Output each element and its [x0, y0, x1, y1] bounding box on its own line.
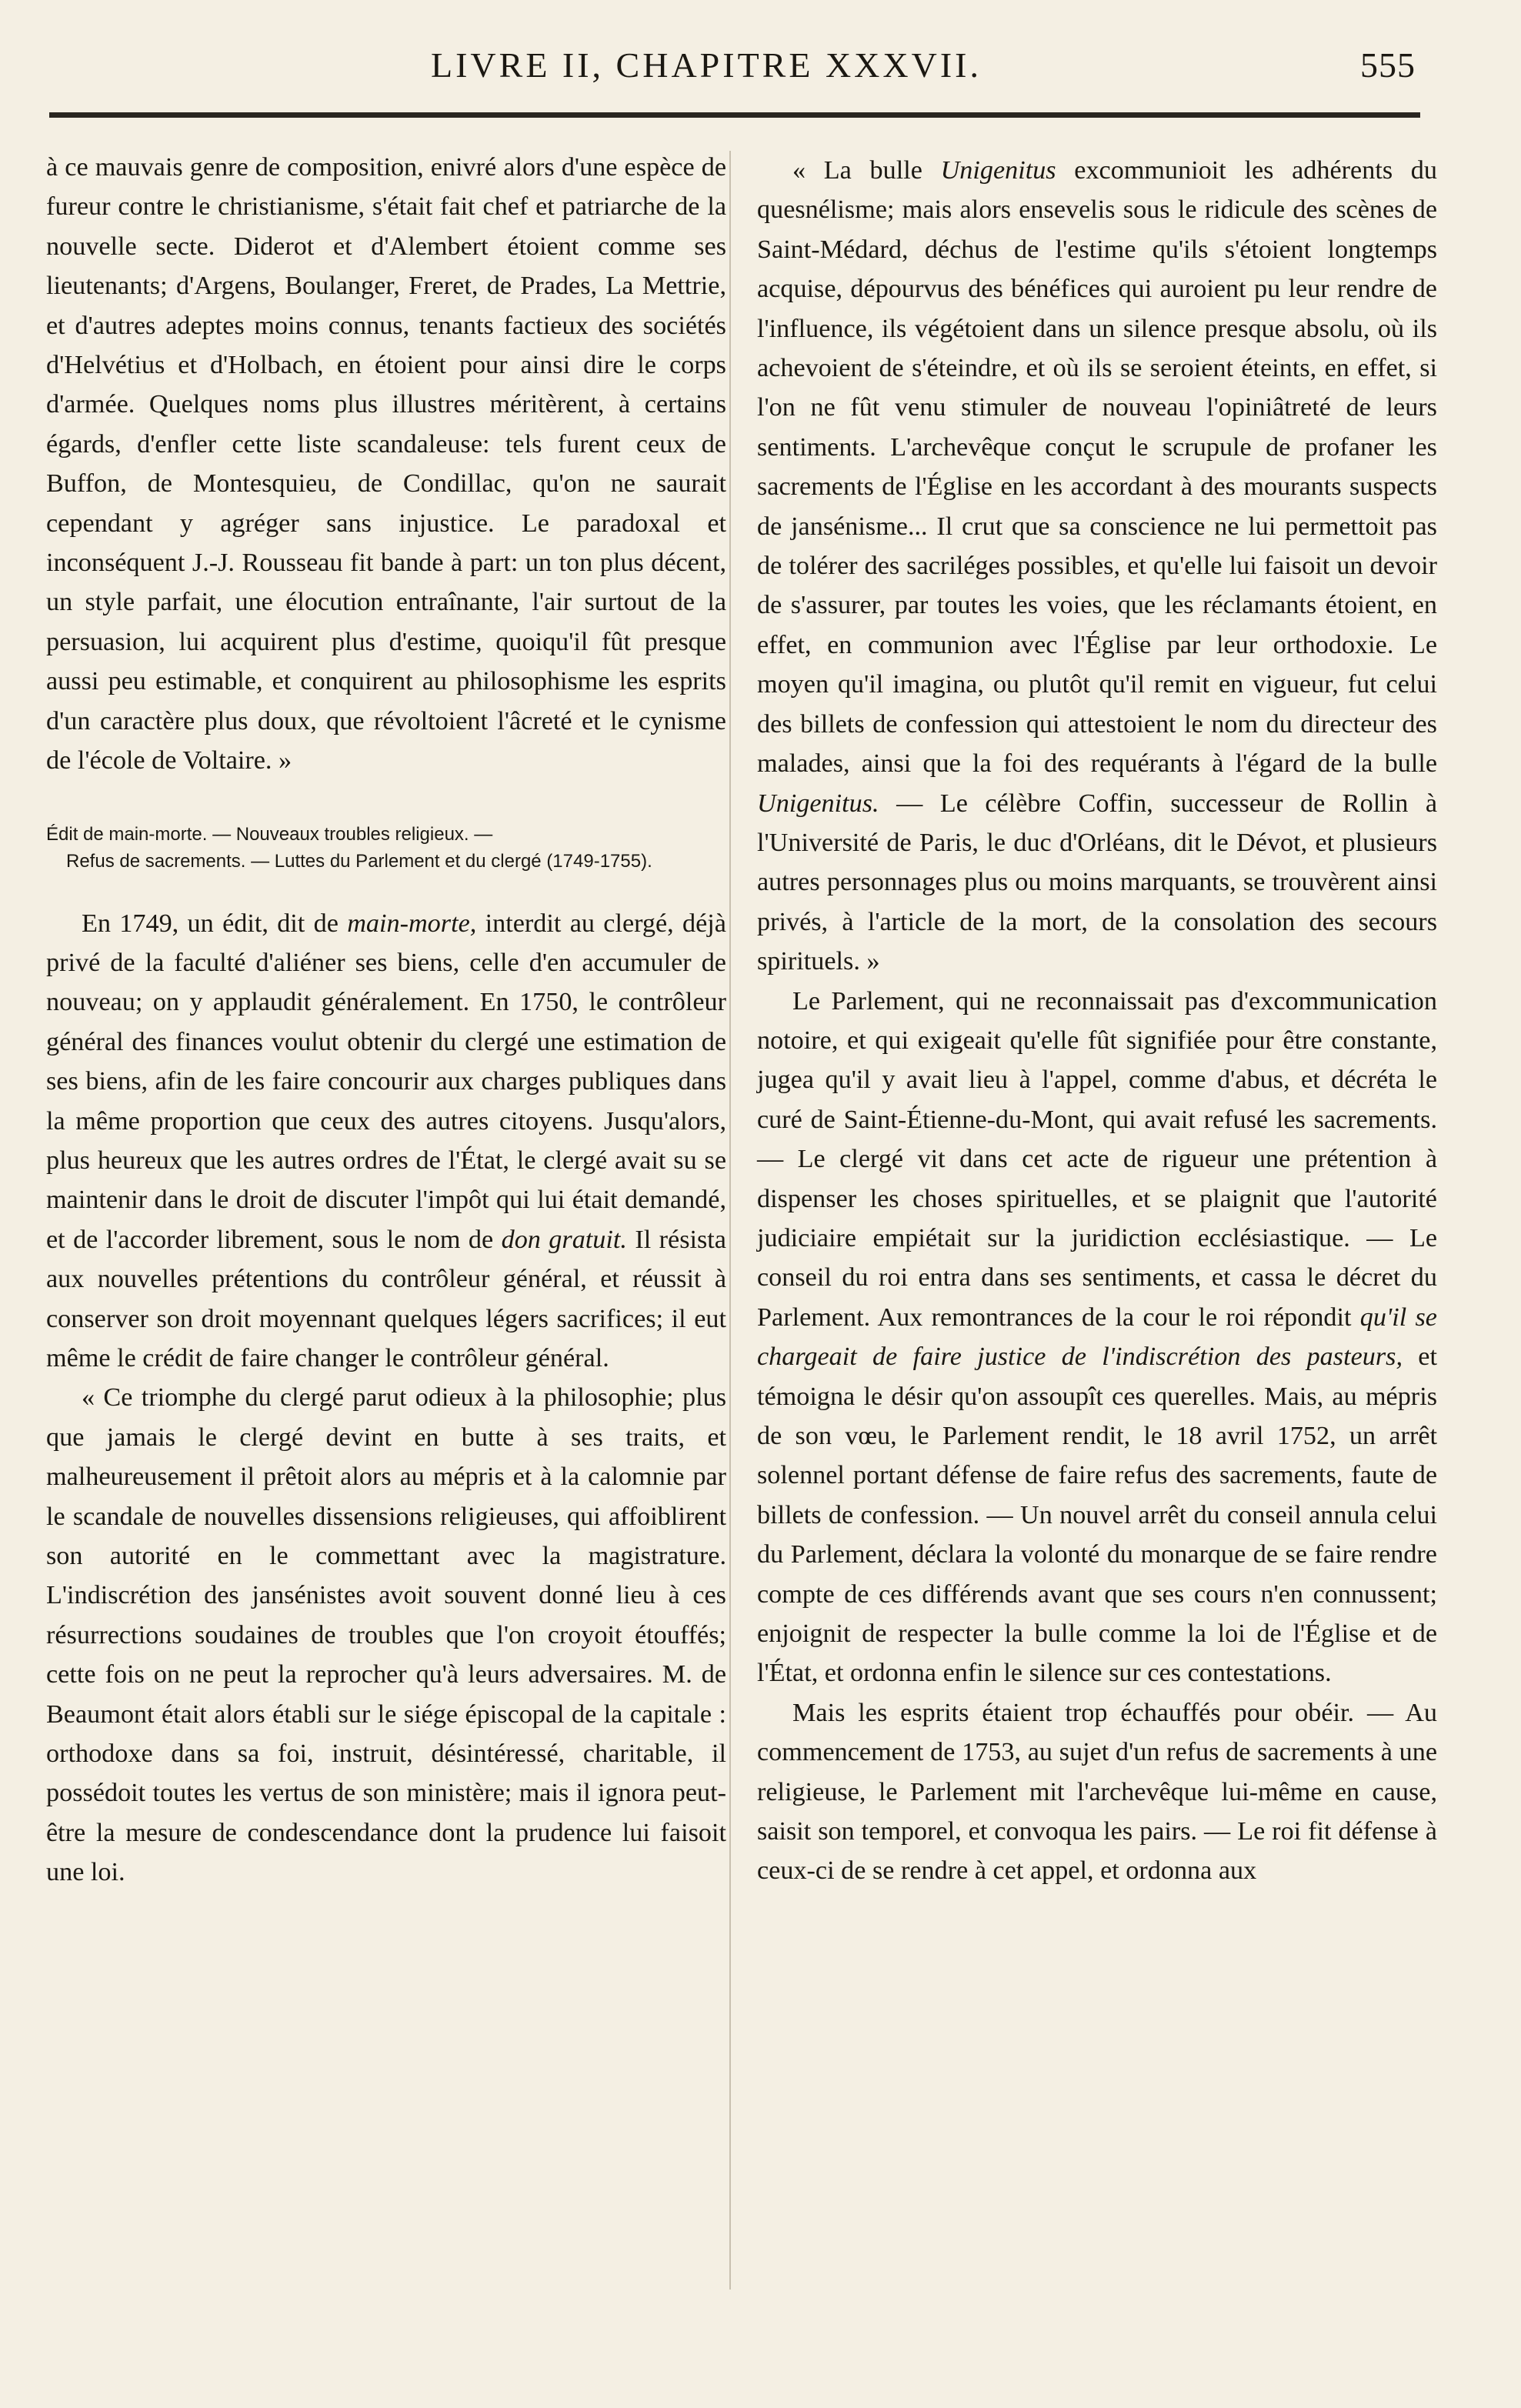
paragraph-text: interdit au clergé, déjà privé de la faculté d'aliéner ses biens, celle d'en accumuler de nouveau; on y applaudit généralement. En 1750, le contrôleur général des finances voulut obtenir du clergé une estimation de ses biens, afin de les faire concourir aux charges publiques dans la même proportion que ceux des autres citoyens. Jusqu'alors, plus heureux que les autres ordres de l'État, le clergé avait su se maintenir dans le droit de discuter l'impôt qui lui était demandé, et de l'accorder librement, sous le nom de	[46, 909, 726, 1254]
emphasis-text: Unigenitus.	[757, 789, 879, 818]
header-rule	[49, 112, 1420, 118]
paragraph-text: Mais les esprits étaient trop échauffés pour obéir. — Au commencement de 1753, au sujet d'un refus de sacrements à une religieuse, le Parlement mit l'archevêque lui-même en cause, saisit son temporel, et convoqua les pairs. — Le roi fit défense à ceux-ci de se rendre à cet appel, et ordonna aux	[757, 1698, 1437, 1886]
paragraph-text: « La bulle	[792, 156, 941, 185]
paragraph-text: — Le célèbre Coffin, successeur de Rollin à l'Université de Paris, le duc d'Orléans, dit le Dévot, et plusieurs autres personnages plus ou moins marquants, se trouvèrent ainsi privés, à l'article de la mort, de la consolation des secours spirituels. »	[757, 789, 1437, 976]
section-summary	[46, 821, 726, 875]
paragraph-text: Il résista aux nouvelles prétentions du contrôleur général, et réussit à conserver son droit moyennant quelques légers sacrifices; il eut même le crédit de faire changer le contrôleur général.	[46, 1225, 726, 1372]
emphasis-text: qu'il se chargeait de faire justice de l'indiscrétion des pasteurs,	[757, 1302, 1437, 1372]
paragraph	[757, 1693, 1437, 1891]
paragraph	[757, 982, 1437, 1693]
paragraph-text: à ce mauvais genre de composition, enivré alors d'une espèce de fureur contre le christianisme, s'était fait chef et patriarche de la nouvelle secte. Diderot et d'Alembert étoient comme ses lieutenants; d'Argens, Boulanger, Freret, de Prades, La Mettrie, et d'autres adeptes moins connus, tenants factieux des sociétés d'Helvétius et d'Holbach, en étoient pour ainsi dire le corps d'armée. Quelques noms plus illustres méritèrent, à certains égards, d'enfler cette liste scandaleuse: tels furent ceux de Buffon, de Montesquieu, de Condillac, qu'on ne saurait cependant y agréger sans injustice. Le paradoxal et inconséquent J.-J. Rousseau fit bande à part: un ton plus décent, un style parfait, une élocution entraînante, l'air surtout de la persuasion, lui acquirent plus d'estime, quoiqu'il fût presque aussi peu estimable, et conquirent au philosophisme les esprits d'un caractère plus doux, que révoltoient l'âcreté et le cynisme de l'école de Voltaire. »	[46, 153, 726, 775]
emphasis-text: main-morte,	[347, 909, 477, 938]
paragraph	[46, 148, 726, 781]
column-gutter	[729, 151, 731, 2290]
paragraph-text: En 1749, un édit, dit de	[82, 909, 348, 938]
page-number: 555	[1360, 45, 1416, 85]
paragraph	[46, 904, 726, 1379]
emphasis-text: Unigenitus	[940, 156, 1056, 185]
running-title: LIVRE II, CHAPITRE XXXVII.	[431, 45, 982, 85]
paragraph	[757, 151, 1437, 982]
summary-line: Refus de sacrements. — Luttes du Parlement et du clergé (1749-1755).	[66, 850, 652, 872]
paragraph-text: excommunioit les adhérents du quesnélisme; mais alors ensevelis sous le ridicule des scènes de Saint-Médard, déchus de l'estime qu'ils s'étoient longtemps acquise, dépourvus des bénéfices qui auroient pu leur rendre de l'influence, ils végétoient dans un silence presque absolu, où ils achevoient de s'éteindre, et où ils se seroient éteints, en effet, si l'on ne fût venu stimuler de nouveau l'opiniâtreté de leurs sentiments. L'archevêque conçut le scrupule de profaner les sacrements de l'Église en les accordant à des mourants suspects de jansénisme... Il crut que sa conscience ne lui permettoit pas de tolérer des sacriléges possibles, et qu'elle lui faisoit un devoir de s'assurer, par toutes les voies, que les réclamants étoient, en effet, en communion avec l'Église par leur orthodoxie. Le moyen qu'il imagina, ou plutôt qu'il remit en vigueur, fut celui des billets de confession qui attestoient le nom du directeur des malades, ainsi que la foi des requérants à l'égard de la bulle	[757, 156, 1437, 779]
paragraph-text: « Ce triomphe du clergé parut odieux à la philosophie; plus que jamais le clergé devint en butte à ses traits, et malheureusement il prêtoit alors au mépris et à la calomnie par le scandale de nouvelles dissensions religieuses, qui affoiblirent son autorité en le commettant avec la magistrature. L'indiscrétion des jansénistes avoit souvent donné lieu à ces résurrections soudaines de troubles que l'on croyoit étouffés; cette fois on ne peut la reprocher qu'à leurs adversaires. M. de Beaumont était alors établi sur le siége épiscopal de la capitale : orthodoxe dans sa foi, instruit, désintéressé, charitable, il possédoit toutes les vertus de son ministère; mais il ignora peut-être la mesure de condescendance dont la prudence lui faisoit une loi.	[46, 1383, 726, 1887]
emphasis-text: don gratuit.	[501, 1225, 627, 1254]
left-column	[46, 148, 726, 1893]
paragraph	[46, 1378, 726, 1892]
right-column	[757, 151, 1437, 1891]
summary-line: Édit de main-morte. — Nouveaux troubles religieux. —	[46, 823, 493, 845]
paragraph-text: Le Parlement, qui ne reconnaissait pas d'excommunication notoire, et qui exigeait qu'elle fût signifiée pour être constante, jugea qu'il y avait lieu à l'appel, comme d'abus, et décréta le curé de Saint-Étienne-du-Mont, qui avait refusé les sacrements. — Le clergé vit dans cet acte de rigueur une prétention à dispenser les choses spirituelles, et se plaignit que l'autorité judiciaire empiétait sur la juridiction ecclésiastique. — Le conseil du roi entra dans ses sentiments, et cassa le décret du Parlement. Aux remontrances de la cour le roi répondit	[757, 986, 1437, 1332]
paragraph-text: et témoigna le désir qu'on assoupît ces querelles. Mais, au mépris de son vœu, le Parlement rendit, le 18 avril 1752, un arrêt solennel portant défense de faire refus des sacrements, faute de billets de confession. — Un nouvel arrêt du conseil annula celui du Parlement, déclara la volonté du monarque de se faire rendre compte de ces différends avant que ses cours n'en connussent; enjoignit de respecter la bulle comme la loi de l'Église et de l'État, et ordonna enfin le silence sur ces contestations.	[757, 1342, 1437, 1688]
